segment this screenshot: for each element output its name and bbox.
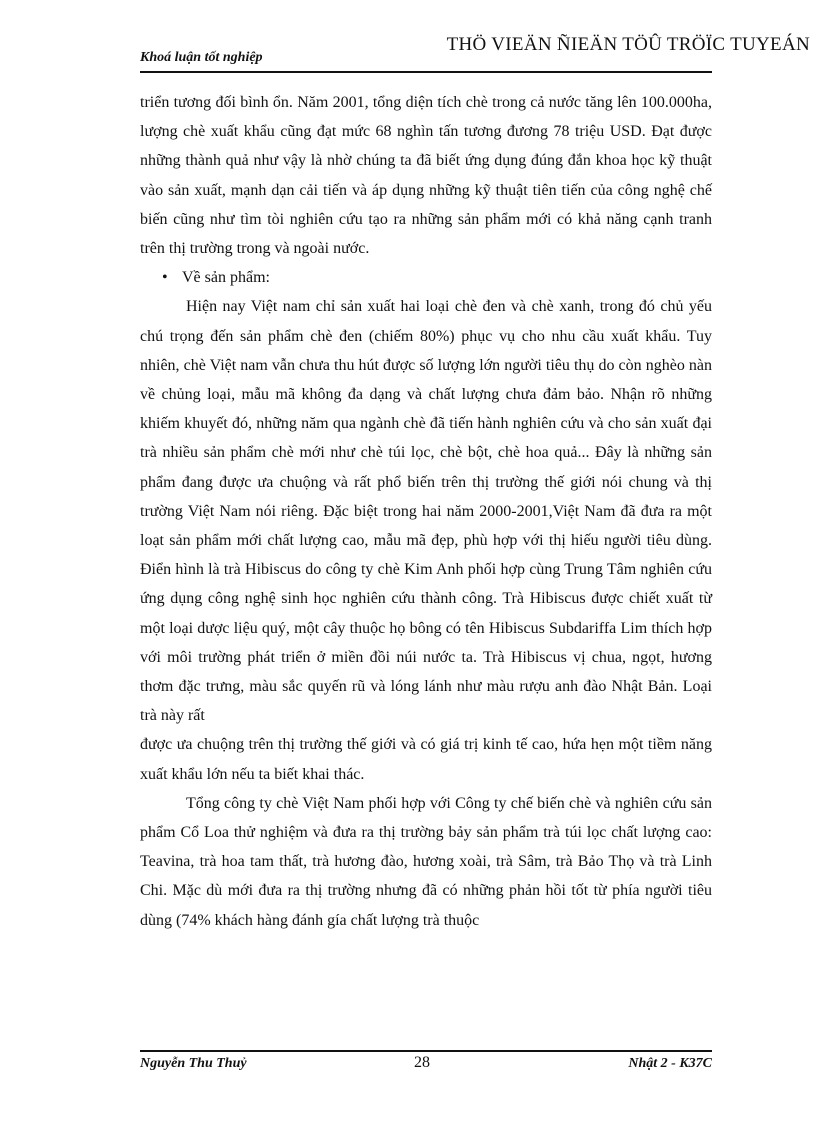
page-number: 28 [414,1054,430,1071]
footer-author: Nguyễn Thu Thuỷ [140,1056,247,1071]
footer-class: Nhật 2 - K37C [628,1056,712,1071]
page-body [140,88,712,935]
paragraph-3: được ưa chuộng trên thị trường thế giới và có giá trị kinh tế cao, hứa hẹn một tiềm năng xuất khẩu lớn nếu ta biết khai thác. [140,736,712,783]
bullet-dot: • [162,269,168,287]
header-divider [140,71,712,73]
bullet-text: Về sản phẩm: [182,269,270,287]
header-library-title: THÖ VIEÄN ÑIEÄN TÖÛ TRÖÏC TUYEÁN [446,34,810,55]
header-thesis-label: Khoá luận tốt nghiệp [140,50,263,65]
bullet-item [140,263,712,292]
paragraph-4: Tổng công ty chè Việt Nam phối hợp với Công ty chế biến chè và nghiên cứu sản phẩm Cổ Loa thử nghiệm và đưa ra thị trường bảy sản phẩm trà túi lọc chất lượng cao: Teavina, trà hoa tam thất, trà hương đào, hương xoài, trà Sâm, trà Bảo Thọ và trà Linh Chi. Mặc dù mới đưa ra thị trường nhưng đã có những phản hồi tốt từ phía người tiêu dùng (74% khách hàng đánh gía chất lượng trà thuộc [140,794,712,929]
paragraph-1: triển tương đối bình ổn. Năm 2001, tổng diện tích chè trong cả nước tăng lên 100.000ha, lượng chè xuất khẩu cũng đạt mức 68 nghìn tấn tương đương 78 triệu USD. Đạt được những thành quả như vậy là nhờ chúng ta đã biết ứng dụng đúng đắn khoa học kỹ thuật vào sản xuất, mạnh dạn cải tiến và áp dụng những kỹ thuật tiên tiến của công nghệ chế biến cũng như tìm tòi nghiên cứu tạo ra những sản phẩm mới có khả năng cạnh tranh trên thị trường trong và ngoài nước. [140,94,712,258]
paragraph-2: Hiện nay Việt nam chỉ sản xuất hai loại chè đen và chè xanh, trong đó chủ yếu chú trọng đến sản phẩm chè đen (chiếm 80%) phục vụ cho nhu cầu xuất khẩu. Tuy nhiên, chè Việt nam vẫn chưa thu hút được số lượng lớn người tiêu thụ do còn nghèo nàn về chủng loại, mẫu mã không đa dạng và chất lượng chưa đảm bảo. Nhận rõ những khiếm khuyết đó, những năm qua ngành chè đã tiến hành nghiên cứu và cho sản xuất đại trà nhiều sản phẩm chè mới như chè túi lọc, chè bột, chè hoa quả... Đây là những sản phẩm đang được ưa chuộng và rất phổ biến trên thị trường thế giới nói chung và thị trường Việt Nam nói riêng. Đặc biệt trong hai năm 2000-2001,Việt Nam đã đưa ra một loạt sản phẩm mới chất lượng cao, mẫu mã đẹp, phù hợp với thị hiếu người tiêu dùng. Điển hình là trà Hibiscus do công ty chè Kim Anh phối hợp cùng Trung Tâm nghiên cứu ứng dụng công nghệ sinh học nghiên cứu thành công. Trà Hibiscus được chiết xuất từ một loại dược liệu quý, một cây thuộc họ bông có tên Hibiscus Subdariffa Lim thích hợp với môi trường phát triển ở miền đồi núi nước ta. Trà Hibiscus vị chua, ngọt, hương thơm đặc trưng, màu sắc quyến rũ và lóng lánh như màu rượu anh đào Nhật Bản. Loại trà này rất [140,298,712,725]
footer-divider [140,1050,712,1052]
